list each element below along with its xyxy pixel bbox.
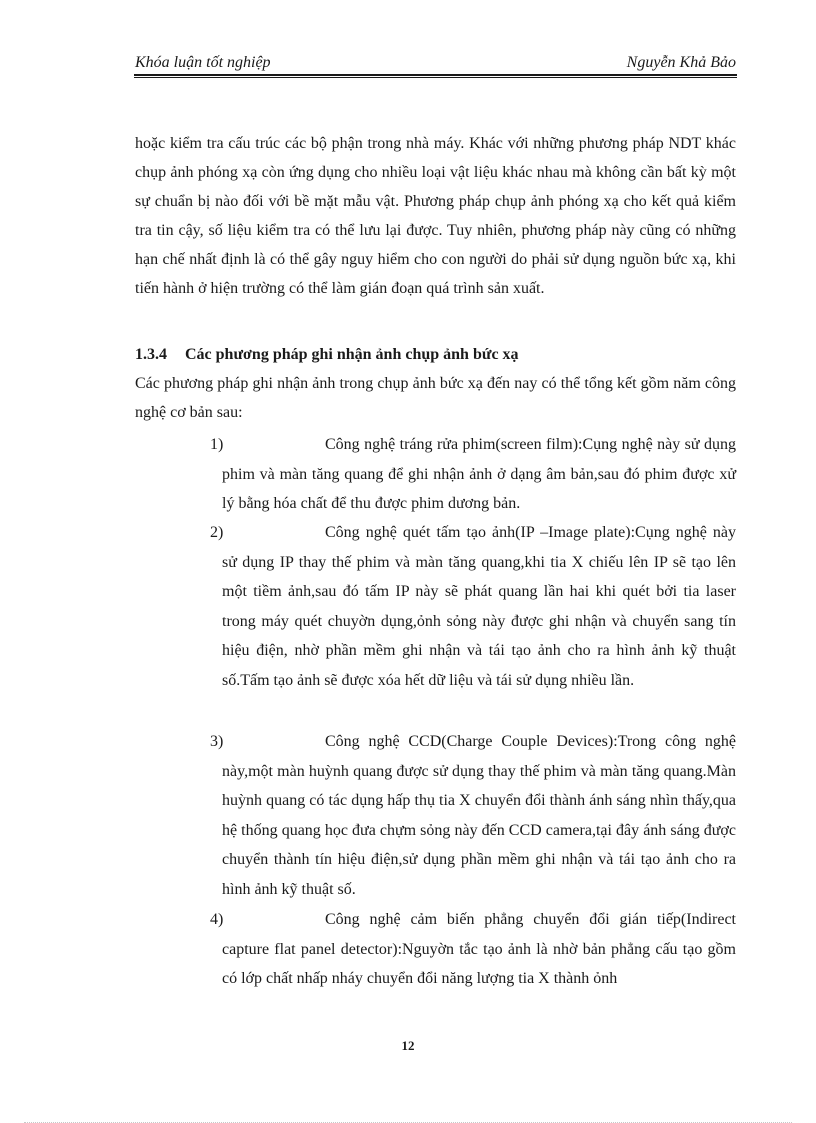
header-rule-thin <box>134 77 737 78</box>
list-item-text: Công nghệ cảm biến phẳng chuyển đổi gián tiếp(Indirect capture flat panel detector):Nguyờn tắc tạo ảnh là nhờ bản phẳng cấu tạo gồm có lớp chất nhấp nháy chuyển đổi năng lượng tia X thành ỏnh <box>222 911 736 987</box>
page-number: 12 <box>401 1038 415 1053</box>
page-header <box>135 48 736 72</box>
paragraph-methods-intro: Các phương pháp ghi nhận ảnh trong chụp ảnh bức xạ đến nay có thể tổng kết gồm năm công nghệ cơ bản sau: <box>135 375 736 421</box>
list-item-number: 2) <box>210 524 224 541</box>
section-heading <box>135 343 736 367</box>
list-item-text: Công nghệ tráng rửa phim(screen film):Cụng nghệ này sử dụng phim và màn tăng quang để ghi nhận ảnh ở dạng âm bản,sau đó phim được xử lý bằng hóa chất để thu được phim dương bản. <box>222 436 736 512</box>
list-item-number: 3) <box>210 733 224 750</box>
list-item-text: Công nghệ CCD(Charge Couple Devices):Trong công nghệ này,một màn huỳnh quang được sử dụng thay thế phim và màn tăng quang.Màn huỳnh quang có tác dụng hấp thụ tia X chuyển đổi thành ánh sáng nhìn thấy,qua hệ thống quang học đưa chựm sỏng này đến CCD camera,tại đây ánh sáng được chuyển thành tín hiệu điện,sử dụng phần mềm ghi nhận và tái tạo ảnh cho ra hình ảnh kỹ thuật số. <box>222 733 736 898</box>
list-item-number: 1) <box>210 436 224 453</box>
header-rule-thick <box>134 74 737 76</box>
list-item-number: 4) <box>210 911 224 928</box>
paragraph-radiography-overview: hoặc kiểm tra cấu trúc các bộ phận trong nhà máy. Khác với những phương pháp NDT khác chụp ảnh phóng xạ còn ứng dụng cho nhiều loại vật liệu khác nhau mà không cần bất kỳ một sự chuẩn bị nào đối với bề mặt mẫu vật. Phương pháp chụp ảnh phóng xạ cho kết quả kiểm tra tin cậy, số liệu kiểm tra có thể lưu lại được. Tuy nhiên, phương pháp này cũng có những hạn chế nhất định là có thể gây nguy hiểm cho con người do phải sử dụng nguồn bức xạ, khi tiến hành ở hiện trường có thể làm gián đoạn quá trình sản xuất. <box>135 135 736 297</box>
section-number: 1.3.4 <box>135 346 167 363</box>
list-item-text: Công nghệ quét tấm tạo ảnh(IP –Image plate):Cụng nghệ này sử dụng IP thay thế phim và màn tăng quang,khi tia X chiếu lên IP sẽ tạo lên một tiềm ảnh,sau đó tấm IP này sẽ phát quang lần hai khi quét bởi tia laser trong máy quét chuyờn dụng,ỏnh sỏng này được ghi nhận và chuyển sang tín hiệu điện, nhờ phần mềm ghi nhận và tái tạo ảnh cho ra hình ảnh kỹ thuật số.Tấm tạo ảnh sẽ được xóa hết dữ liệu và tái sử dụng nhiều lần. <box>222 524 736 689</box>
header-thesis-title: Khóa luận tốt nghiệp <box>135 54 271 71</box>
section-title: Các phương pháp ghi nhận ảnh chụp ảnh bức xạ <box>185 346 519 363</box>
header-author-name: Nguyễn Khả Bảo <box>626 54 736 71</box>
